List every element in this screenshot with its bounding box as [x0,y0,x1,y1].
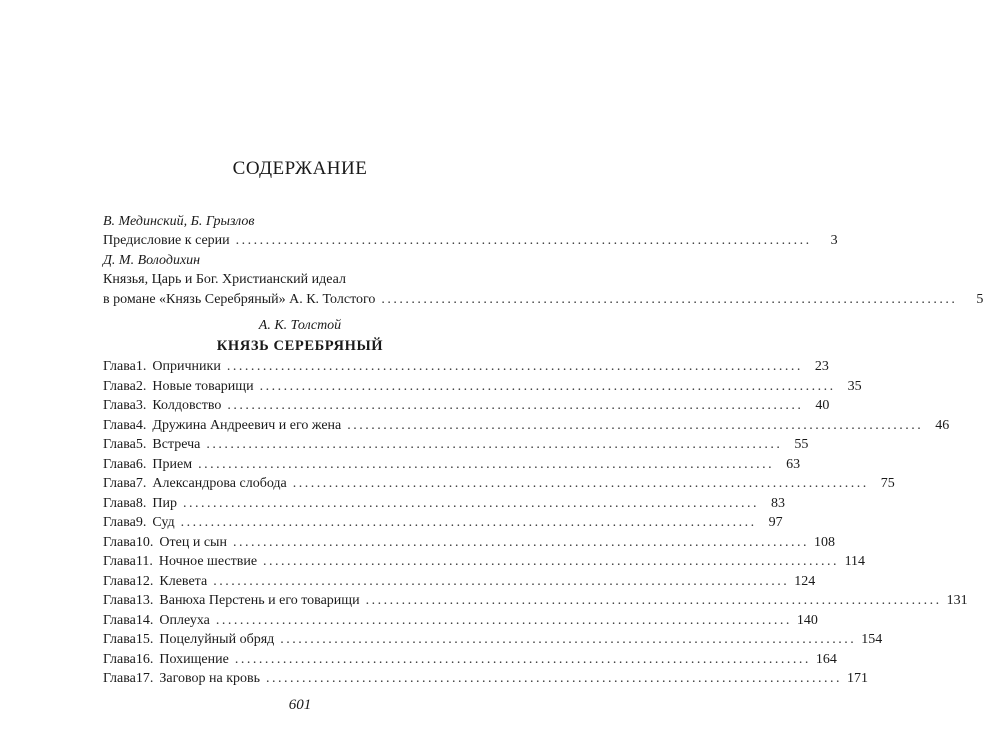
intro-entries [103,212,983,309]
chapter-row[interactable] [103,416,950,436]
toc-entry[interactable] [103,290,983,309]
chapter-number: 14. [135,612,154,628]
chapter-title: Ночное шествие [158,554,258,569]
leader-dots: ................................................................................................ [292,476,869,491]
chapter-page: 154 [861,632,883,647]
toc-entry-line [103,270,487,289]
leader-dots: ................................................................................................ [198,456,775,472]
chapter-row[interactable] [103,377,862,397]
chapter-number: 9. [135,515,147,530]
chapter-page: 124 [794,573,816,589]
page-title: СОДЕРЖАНИЕ [232,158,368,179]
chapter-title: Оплеуха [159,612,210,628]
chapter-title: Дружина Андреевич и его жена [152,417,342,433]
chapter-list [103,357,968,689]
chapter-number: 5. [135,437,147,452]
chapter-label: Глава [103,359,136,374]
chapter-page: 97 [768,515,783,530]
chapter-number: 6. [135,456,147,472]
chapter-label: Глава [103,573,136,589]
chapter-page: 63 [786,456,801,472]
chapter-number: 16. [135,651,154,667]
chapter-page: 140 [796,612,818,628]
chapter-number: 4. [135,417,147,433]
chapter-number: 12. [135,573,154,589]
leader-dots: ................................................................................................ [347,417,924,433]
chapter-label: Глава [103,612,136,628]
chapter-row[interactable] [103,513,783,533]
chapter-label: Глава [103,632,136,647]
leader-dots: ................................................................................................ [206,437,783,452]
leader-dots: ................................................................................................ [259,378,836,394]
entry-page: 5 [976,291,983,307]
leader-dots: ................................................................................................ [180,515,757,530]
chapter-label: Глава [103,651,136,667]
leader-dots: ................................................................................................ [213,573,790,589]
chapter-title: Похищение [159,651,229,667]
chapter-row[interactable] [103,533,835,553]
chapter-label: Глава [103,671,136,686]
chapter-label: Глава [103,417,136,433]
chapter-page: 114 [844,554,866,569]
entry-title: в романе «Князь Серебряный» А. К. Толстого [103,291,376,307]
chapter-page: 35 [847,378,862,394]
chapter-page: 55 [794,437,809,452]
chapter-title: Новые товарищи [152,378,254,394]
leader-dots: ................................................................................................ [183,495,759,511]
chapter-label: Глава [103,534,136,550]
chapter-title: Заговор на кровь [159,671,261,686]
leader-dots: ................................................................................................ [266,671,843,686]
chapter-row[interactable] [103,474,895,494]
chapter-label: Глава [103,554,136,569]
leader-dots: ................................................................................................ [263,554,840,569]
chapter-page: 83 [771,495,785,511]
chapter-row[interactable] [103,611,818,631]
toc-entry[interactable] [103,231,838,250]
chapter-title: Поцелуйный обряд [159,632,275,647]
chapter-number: 2. [135,378,147,394]
leader-dots: ................................................................................................ [215,612,792,628]
leader-dots: ................................................................................................ [381,291,958,307]
chapter-label: Глава [103,456,136,472]
chapter-row[interactable] [103,591,968,611]
chapter-title: Клевета [159,573,208,589]
chapter-row[interactable] [103,435,809,455]
chapter-number: 7. [135,476,147,491]
entry-page: 3 [830,233,838,249]
chapter-number: 8. [135,495,147,511]
chapter-title: Отец и сын [159,534,227,550]
leader-dots: ................................................................................................ [232,534,809,550]
chapter-label: Глава [103,495,136,511]
chapter-page: 108 [813,534,835,550]
chapter-title: Суд [152,515,175,530]
chapter-row[interactable] [103,396,830,416]
chapter-page: 23 [814,359,829,374]
chapter-page: 46 [935,417,950,433]
chapter-number: 1. [135,359,147,374]
section-author: А. К. Толстой [258,318,342,333]
entry-title: Князья, Царь и Бог. Христианский идеал [103,272,346,288]
intro-author: В. Мединский, Б. Грызлов [103,214,255,229]
chapter-row[interactable] [103,552,866,572]
chapter-page: 171 [847,671,869,686]
chapter-number: 15. [135,632,154,647]
leader-dots: ................................................................................................ [365,593,942,608]
chapter-row[interactable] [103,494,785,514]
chapter-title: Пир [152,495,177,511]
leader-dots: ................................................................................................ [226,359,803,374]
leader-dots: ................................................................................................ [235,233,812,249]
leader-dots: ................................................................................................ [234,651,811,667]
chapter-row[interactable] [103,572,816,592]
chapter-row[interactable] [103,357,829,377]
leader-dots: ................................................................................................ [280,632,857,647]
chapter-label: Глава [103,515,136,530]
chapter-title: Колдовство [152,398,222,413]
chapter-row[interactable] [103,669,869,689]
intro-author: Д. М. Володихин [103,252,201,268]
chapter-number: 17. [135,671,154,686]
chapter-label: Глава [103,378,136,394]
chapter-label: Глава [103,476,136,491]
chapter-label: Глава [103,593,136,608]
chapter-row[interactable] [103,650,837,670]
chapter-title: Прием [152,456,193,472]
chapter-label: Глава [103,437,136,452]
chapter-page: 75 [880,476,895,491]
chapter-row[interactable] [103,455,801,475]
chapter-page: 164 [815,651,837,667]
chapter-label: Глава [103,398,136,413]
chapter-row[interactable] [103,630,883,650]
chapter-title: Александрова слобода [152,476,287,491]
entry-title: Предисловие к серии [103,233,230,249]
chapter-title: Ванюха Перстень и его товарищи [159,593,360,608]
chapter-title: Встреча [152,437,201,452]
chapter-number: 13. [135,593,154,608]
chapter-number: 11. [135,554,153,569]
leader-dots: ................................................................................................ [227,398,804,413]
chapter-page: 40 [815,398,830,413]
chapter-number: 3. [135,398,147,413]
page-number: 601 [288,697,312,713]
section-title: КНЯЗЬ СЕРЕБРЯНЫЙ [216,338,384,354]
chapter-title: Опричники [152,359,221,374]
chapter-number: 10. [135,534,154,550]
chapter-page: 131 [946,593,968,608]
